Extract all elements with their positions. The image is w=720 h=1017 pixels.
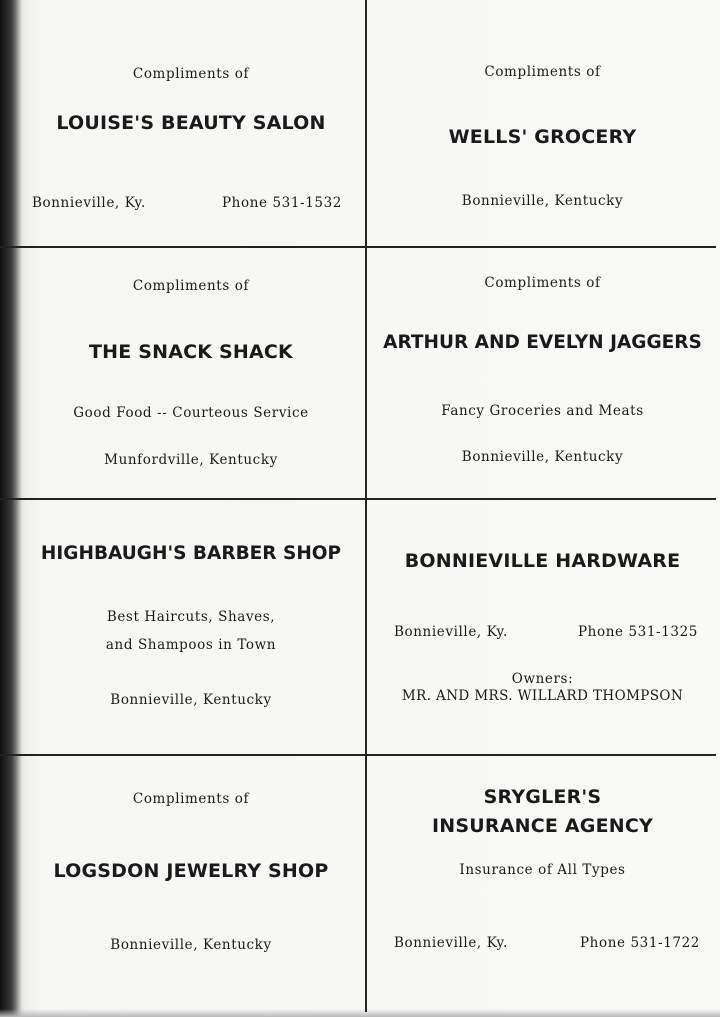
tagline-line-2: and Shampoos in Town — [105, 637, 277, 653]
phone-text: Phone 531-1532 — [222, 195, 342, 211]
center-divider — [365, 0, 367, 1012]
city-text: Bonnieville, Ky. — [394, 624, 508, 640]
tagline-text: Good Food -- Courteous Service — [73, 405, 309, 421]
city-text: Bonnieville, Kentucky — [461, 449, 624, 465]
owners-label: Owners: — [511, 671, 574, 687]
owners-names: MR. AND MRS. WILLARD THOMPSON — [401, 688, 684, 704]
compliments-text: Compliments of — [484, 64, 601, 80]
business-name-line-1: SRYGLER'S — [483, 786, 602, 808]
business-name: BONNIEVILLE HARDWARE — [404, 550, 681, 572]
tagline-text: Insurance of All Types — [459, 862, 626, 878]
city-text: Munfordville, Kentucky — [104, 452, 278, 468]
city-text: Bonnieville, Ky. — [32, 195, 146, 211]
compliments-text: Compliments of — [484, 275, 601, 291]
business-name: HIGHBAUGH'S BARBER SHOP — [40, 543, 342, 564]
business-name: ARTHUR AND EVELYN JAGGERS — [383, 332, 702, 353]
compliments-text: Compliments of — [132, 278, 250, 294]
book-spine-shadow — [0, 0, 22, 1017]
compliments-text: Compliments of — [132, 66, 250, 82]
city-text: Bonnieville, Kentucky — [110, 692, 272, 708]
phone-text: Phone 531-1325 — [578, 624, 698, 640]
ad-logsdon-jewelry-shop — [22, 0, 360, 1017]
city-text: Bonnieville, Kentucky — [110, 937, 272, 953]
city-text: Bonnieville, Ky. — [394, 935, 508, 951]
business-name: WELLS' GROCERY — [448, 126, 637, 148]
compliments-text: Compliments of — [132, 791, 250, 807]
business-name: LOGSDON JEWELRY SHOP — [53, 860, 329, 882]
business-name-line-2: INSURANCE AGENCY — [432, 815, 653, 837]
ad-sryglers-insurance-agency — [370, 0, 715, 1017]
business-name: THE SNACK SHACK — [89, 341, 293, 363]
city-text: Bonnieville, Kentucky — [461, 193, 624, 209]
tagline-line-1: Best Haircuts, Shaves, — [106, 609, 276, 625]
business-name: LOUISE'S BEAUTY SALON — [56, 112, 326, 134]
tagline-text: Fancy Groceries and Meats — [441, 403, 644, 419]
phone-text: Phone 531-1722 — [580, 935, 700, 951]
